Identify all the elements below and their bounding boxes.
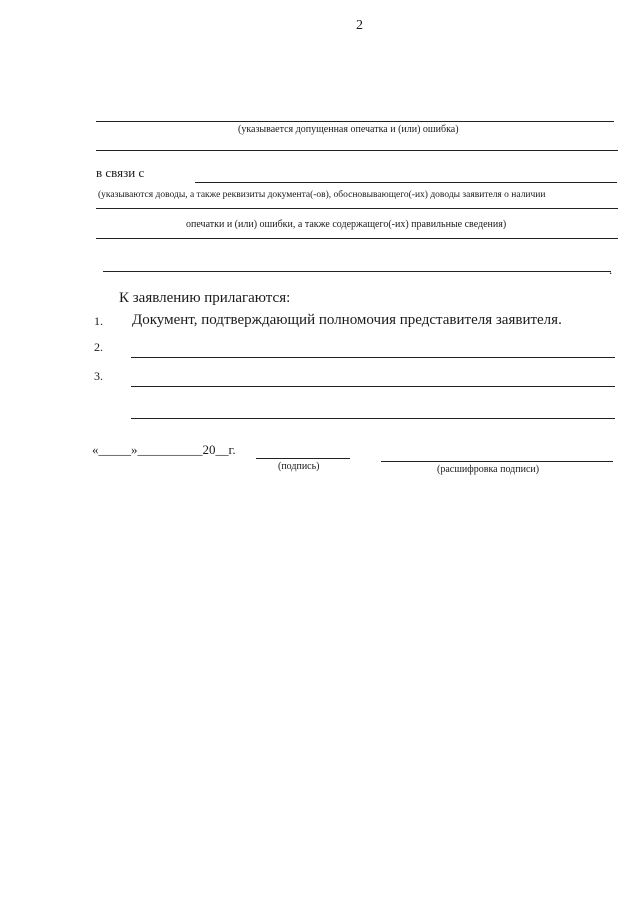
reasons-caption-1: (указываются доводы, а также реквизиты документа(-ов), обосновывающего(-их) доводы заявителя о наличии [98, 190, 546, 200]
attachment-line-4 [131, 418, 615, 419]
attachment-line-3 [131, 386, 615, 387]
error-line-1 [96, 121, 614, 122]
reasons-line-3 [103, 271, 611, 272]
due-to-label: в связи с [96, 165, 145, 180]
attachment-number-1: 1. [94, 314, 103, 328]
reasons-caption-2: опечатки и (или) ошибки, а также содержащего(-их) правильные сведения) [186, 219, 507, 230]
final-period: . [609, 262, 613, 277]
reasons-line-1 [96, 208, 618, 209]
reasons-line-2 [96, 238, 618, 239]
error-line-2 [96, 150, 618, 151]
attachments-heading: К заявлению прилагаются: [119, 290, 291, 306]
attachment-number-2: 2. [94, 340, 103, 354]
attachment-number-3: 3. [94, 369, 103, 383]
due-to-line [195, 182, 617, 183]
signature-decoding-line [381, 461, 613, 462]
attachment-text-1: Документ, подтверждающий полномочия представителя заявителя. [132, 312, 562, 328]
signature-line [256, 458, 350, 459]
signature-decoding-caption: (расшифровка подписи) [437, 464, 540, 475]
attachment-line-2 [131, 357, 615, 358]
error-caption: (указывается допущенная опечатка и (или) ошибка) [238, 124, 459, 135]
date-field: «_____»__________20__г. [92, 442, 236, 457]
signature-caption: (подпись) [278, 461, 320, 472]
page-number: 2 [356, 18, 363, 33]
